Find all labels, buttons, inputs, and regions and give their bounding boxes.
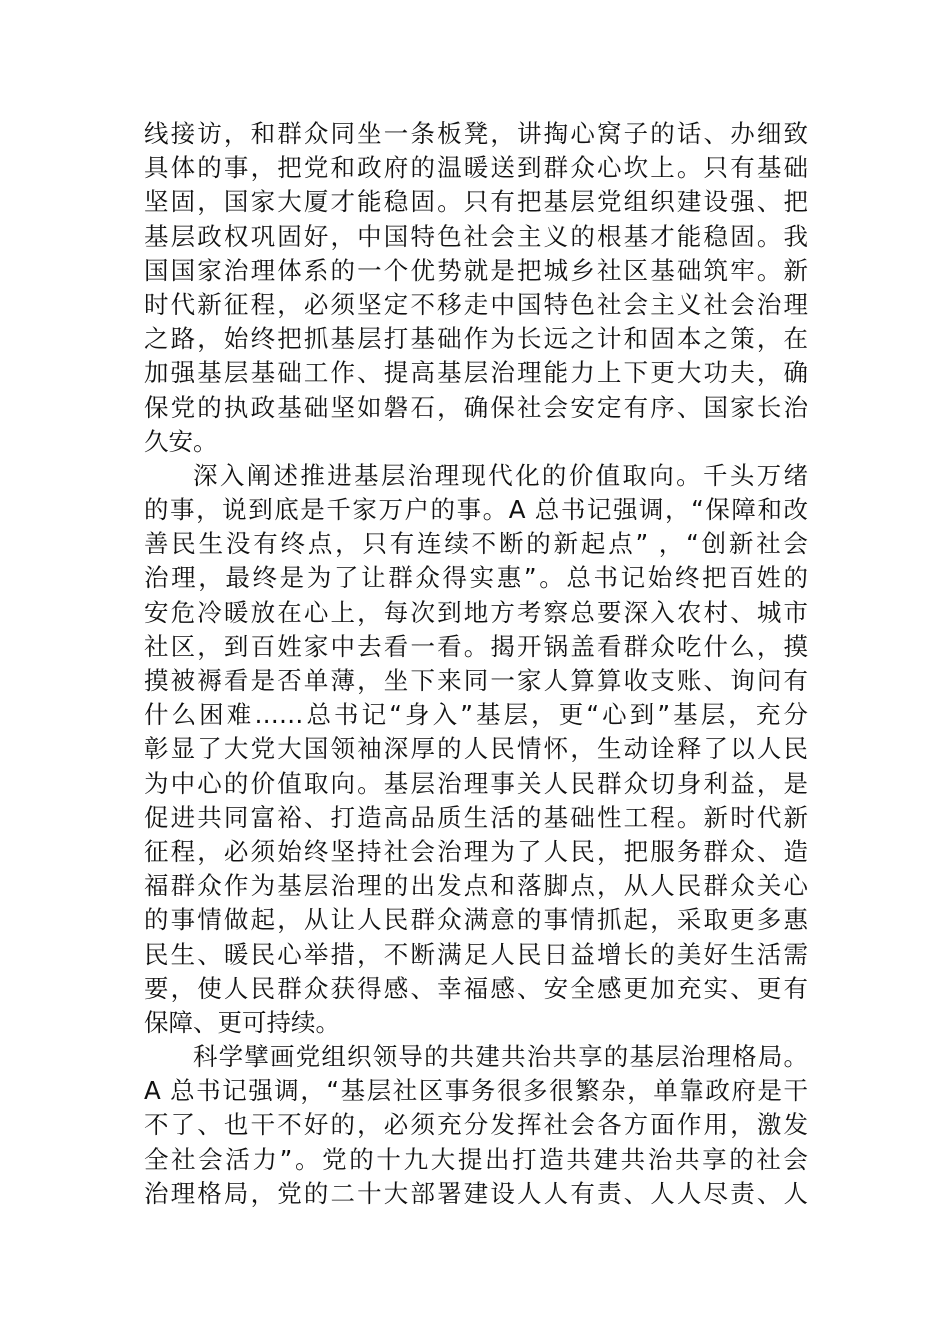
paragraph-1 (144, 117, 808, 459)
text-line: 善民生没有终点，只有连续不断的新起点” ，“创新社会 (144, 529, 808, 559)
paragraph-3 (144, 1040, 808, 1211)
text-line: 要，使人民群众获得感、幸福感、安全感更加充实、更有 (144, 973, 808, 1003)
text-line: 保障、更可持续。 (144, 1007, 340, 1037)
text-line: 的事，说到底是千家万户的事。A 总书记强调，“保障和改 (144, 495, 808, 525)
text-line: 线接访，和群众同坐一条板凳，讲掏心窝子的话、办细致 (144, 119, 808, 148)
text-line: 具体的事，把党和政府的温暖送到群众心坎上。只有基础 (144, 153, 808, 183)
text-line: 治理，最终是为了让群众得实惠”。总书记始终把百姓的 (144, 563, 808, 593)
text-line: 的事情做起，从让人民群众满意的事情抓起，采取更多惠 (144, 905, 808, 935)
text-line: 加强基层基础工作、提高基层治理能力上下更大功夫，确 (144, 358, 808, 388)
text-line: 治理格局，党的二十大部署建设人人有责、人人尽责、人 (144, 1178, 808, 1208)
text-line: 时代新征程，必须坚定不移走中国特色社会主义社会治理 (144, 289, 808, 319)
text-line: 什么困难……总书记“身入”基层，更“心到”基层，充分 (144, 700, 808, 730)
text-line: 基层政权巩固好，中国特色社会主义的根基才能稳固。我 (144, 221, 808, 251)
text-line: 彰显了大党大国领袖深厚的人民情怀，生动诠释了以人民 (144, 734, 808, 764)
text-line: 全社会活力”。党的十九大提出打造共建共治共享的社会 (144, 1144, 808, 1174)
text-line: 久安。 (144, 426, 218, 456)
text-line: 科学擘画党组织领导的共建共治共享的基层治理格局。 (193, 1042, 808, 1072)
text-line: 安危冷暖放在心上，每次到地方考察总要深入农村、城市 (144, 597, 808, 627)
text-line: 保党的执政基础坚如磐石，确保社会安定有序、国家长治 (144, 392, 808, 422)
text-line: 福群众作为基层治理的出发点和落脚点，从人民群众关心 (144, 871, 808, 901)
text-line: 之路，始终把抓基层打基础作为长远之计和固本之策，在 (144, 324, 808, 354)
paragraph-2 (144, 459, 808, 1040)
body-text (144, 117, 808, 1211)
text-line: A 总书记强调，“基层社区事务很多很繁杂，单靠政府是干 (144, 1076, 808, 1106)
text-line: 坚固，国家大厦才能稳固。只有把基层党组织建设强、把 (144, 187, 808, 217)
text-line: 国国家治理体系的一个优势就是把城乡社区基础筑牢。新 (144, 255, 808, 285)
text-line: 深入阐述推进基层治理现代化的价值取向。千头万绪 (193, 460, 808, 490)
text-line: 促进共同富裕、打造高品质生活的基础性工程。新时代新 (144, 802, 808, 832)
text-line: 民生、暖民心举措，不断满足人民日益增长的美好生活需 (144, 939, 808, 969)
text-line: 征程，必须始终坚持社会治理为了人民，把服务群众、造 (144, 836, 808, 866)
text-line: 为中心的价值取向。基层治理事关人民群众切身利益，是 (144, 768, 808, 798)
text-line: 不了、也干不好的，必须充分发挥社会各方面作用，激发 (144, 1110, 808, 1140)
text-line: 社区，到百姓家中去看一看。揭开锅盖看群众吃什么，摸 (144, 631, 808, 661)
text-line: 摸被褥看是否单薄，坐下来同一家人算算收支账、询问有 (144, 666, 808, 695)
